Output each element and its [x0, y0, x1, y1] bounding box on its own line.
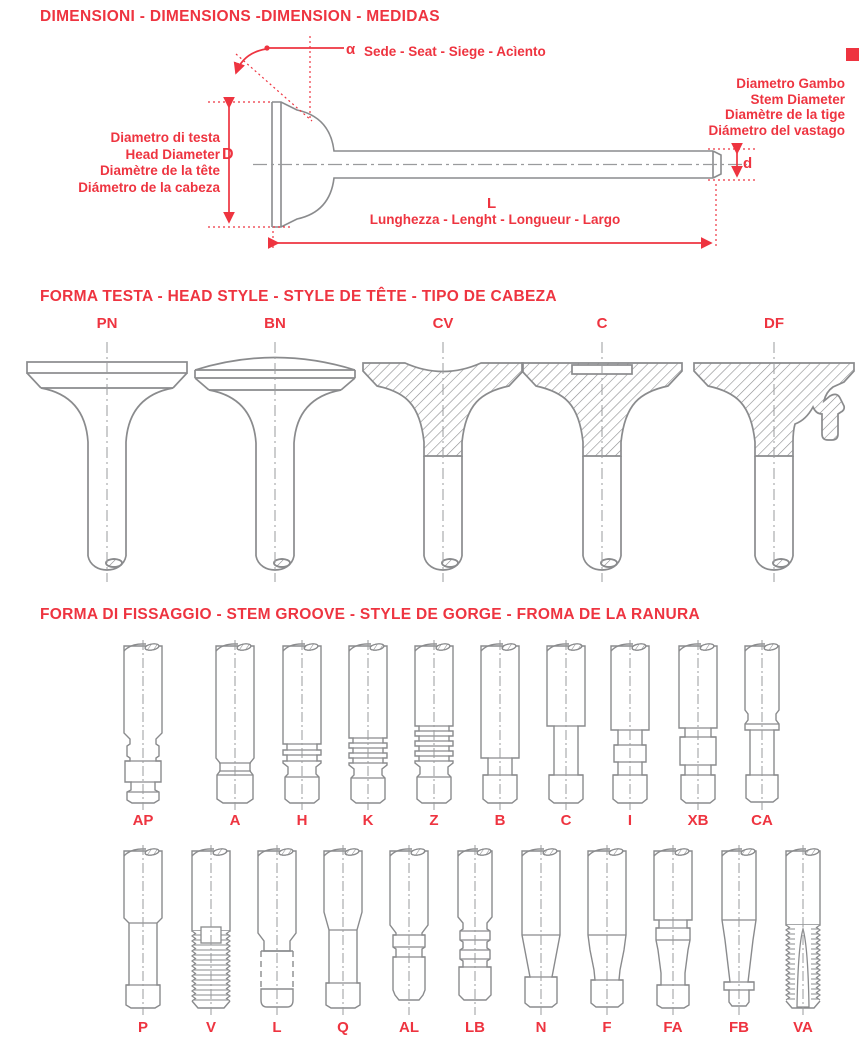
head-style-drawings	[0, 326, 860, 592]
head-diameter-line: Head Diameter	[125, 146, 220, 162]
stem-drawing-AP	[124, 640, 162, 810]
stem-drawing-LB	[458, 845, 492, 1015]
stem-groove-code: Q	[337, 1019, 349, 1036]
stem-groove-code: P	[137, 1019, 148, 1036]
seat-label: Sede - Seat - Siege - Acìento	[364, 44, 546, 59]
stem-groove-code: V	[205, 1019, 216, 1036]
stem-groove-code: XB	[687, 812, 709, 829]
stem-drawing-B	[481, 640, 519, 810]
stem-groove-code: L	[272, 1019, 282, 1036]
head-drawing-DF	[694, 342, 854, 582]
head-drawing-BN	[195, 342, 355, 582]
head-style-code: C	[596, 315, 608, 332]
stem-drawing-K	[349, 640, 387, 810]
head-diameter-line: Diametro di testa	[110, 130, 220, 145]
stem-diameter-line: Diametro Gambo	[736, 76, 845, 91]
stem-groove-code: H	[296, 812, 308, 829]
head-drawing-CV	[363, 342, 523, 582]
page-corner-marker	[846, 48, 859, 61]
stem-groove-code: K	[362, 812, 374, 829]
stem-drawing-VA	[786, 845, 820, 1015]
stem-diameter-symbol: d	[743, 155, 753, 172]
stem-drawing-AL	[390, 845, 428, 1015]
stem-drawing-Z	[415, 640, 453, 810]
head-style-title: FORMA TESTA - HEAD STYLE - STYLE DE TÊTE - TIPO DE CABEZA	[40, 288, 557, 305]
stem-diameter-line: Diamètre de la tige	[724, 107, 845, 122]
stem-groove-code: AL	[399, 1019, 419, 1036]
head-drawing-C	[522, 342, 682, 582]
stem-groove-code: B	[494, 812, 506, 829]
head-style-code: DF	[764, 315, 784, 332]
stem-diameter-labels	[600, 76, 845, 138]
stem-groove-code: I	[627, 812, 633, 829]
stem-drawing-I	[611, 640, 649, 810]
stem-drawing-P	[124, 845, 162, 1015]
stem-drawing-N	[522, 845, 560, 1015]
head-style-code: CV	[432, 315, 454, 332]
stem-groove-code: FB	[729, 1019, 749, 1036]
stem-groove-code: CA	[751, 812, 773, 829]
stem-groove-code: N	[535, 1019, 547, 1036]
head-style-code: BN	[264, 315, 286, 332]
stem-drawing-Q	[324, 845, 362, 1015]
stem-groove-title: FORMA DI FISSAGGIO - STEM GROOVE - STYLE DE GORGE - FROMA DE LA RANURA	[40, 606, 700, 623]
stem-groove-code: C	[560, 812, 572, 829]
stem-drawing-C	[547, 640, 585, 810]
stem-drawing-XB	[679, 640, 717, 810]
stem-drawing-F	[588, 845, 626, 1015]
stem-drawing-L	[258, 845, 296, 1015]
head-diameter-line: Diamètre de la tête	[99, 163, 220, 178]
stem-groove-code: AP	[132, 812, 154, 829]
stem-drawing-FA	[654, 845, 692, 1015]
length-label: Lunghezza - Lenght - Longueur - Largo	[369, 212, 621, 227]
stem-drawing-A	[216, 640, 254, 810]
stem-drawing-V	[192, 845, 230, 1015]
stem-groove-code: LB	[465, 1019, 485, 1036]
angle-symbol: α	[346, 41, 356, 58]
head-diameter-line: Diámetro de la cabeza	[78, 179, 220, 195]
head-drawing-PN	[27, 342, 187, 582]
dimensions-title: DIMENSIONI - DIMENSIONS -DIMENSION - MEDIDAS	[40, 8, 440, 25]
head-diameter-symbol: D	[222, 146, 234, 163]
length-symbol: L	[487, 195, 497, 212]
stem-drawing-FB	[722, 845, 756, 1015]
stem-diameter-line: Stem Diameter	[750, 91, 845, 107]
stem-groove-code: A	[229, 812, 241, 829]
stem-groove-code: VA	[793, 1019, 813, 1036]
stem-drawing-H	[283, 640, 321, 810]
stem-groove-code: FA	[663, 1019, 683, 1036]
stem-groove-code: Z	[429, 812, 439, 829]
angle-vertex-dot	[264, 45, 269, 50]
stem-groove-row-1	[0, 640, 860, 812]
stem-groove-row-2	[0, 845, 860, 1017]
head-diameter-labels	[40, 130, 220, 196]
head-style-code: PN	[96, 315, 118, 332]
angle-arc	[236, 49, 266, 73]
stem-drawing-CA	[745, 640, 779, 810]
stem-groove-code: F	[602, 1019, 612, 1036]
stem-diameter-line: Diámetro del vastago	[708, 122, 845, 138]
